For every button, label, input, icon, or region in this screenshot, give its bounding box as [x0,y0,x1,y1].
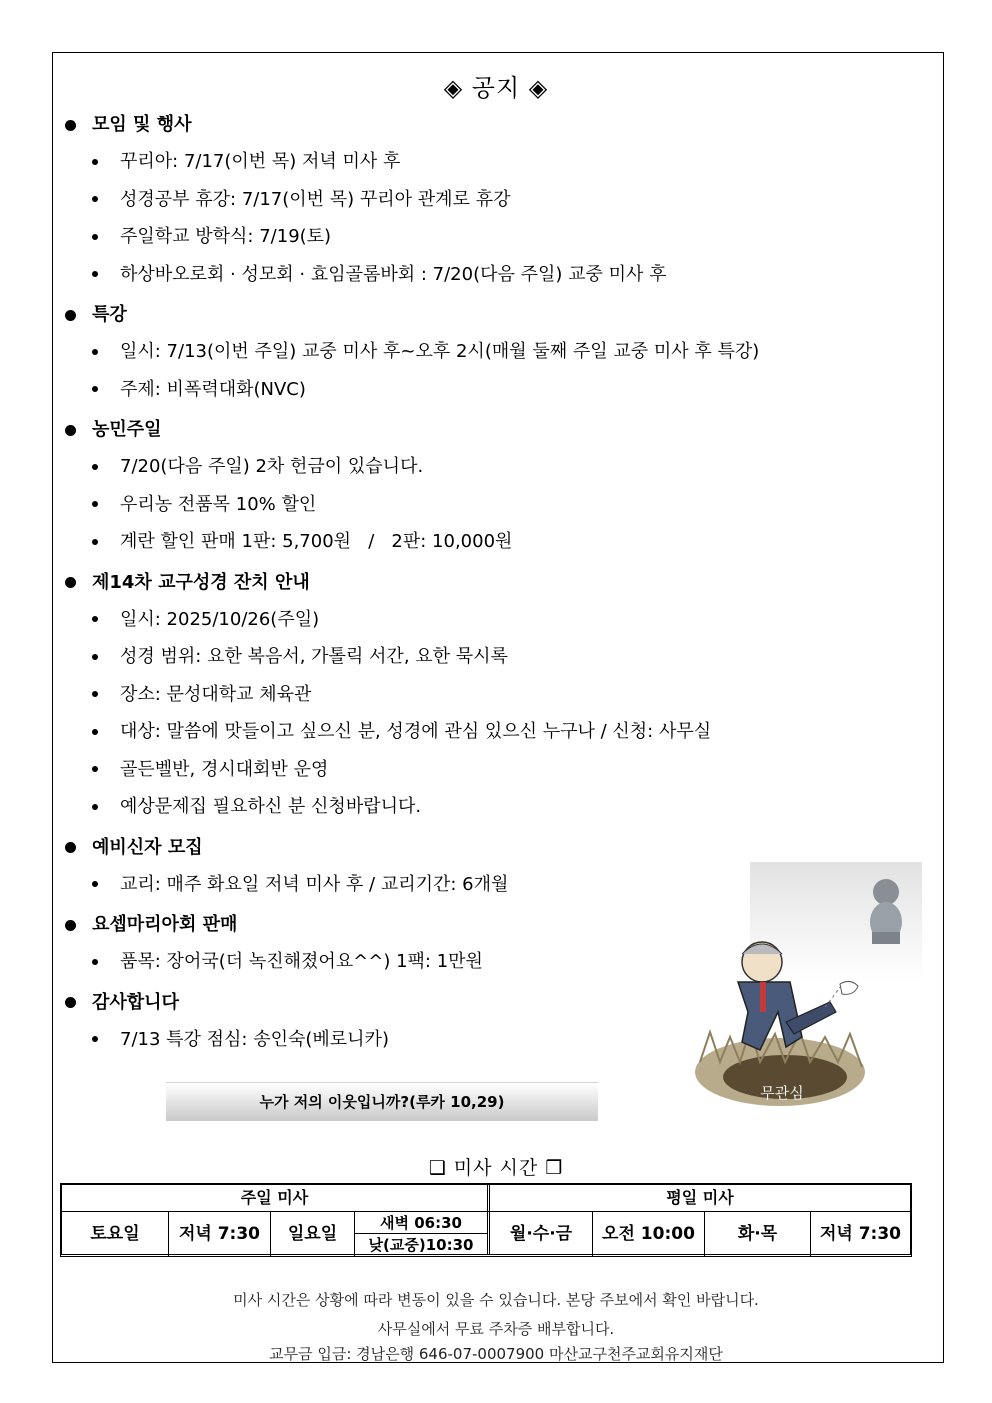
indifference-illustration [690,862,922,1110]
section-heading-text: 모임 및 행사 [92,114,192,135]
mwf-label: 월·수·금 [509,1224,573,1244]
list-item-text: 대상: 말씀에 맛들이고 싶으신 분, 성경에 관심 있으신 누구나 / 신청: 사무실 [120,721,712,742]
list-item [62,713,922,751]
section-bullet-icon [65,842,76,853]
list-item-text: 성경공부 휴강: 7/17(이번 목) 꾸리아 관계로 휴강 [120,188,511,210]
list-item [62,751,922,789]
section-heading [62,565,922,601]
item-bullet-icon [92,196,98,202]
item-bullet-icon [92,271,98,277]
section-bullet-icon [65,920,76,931]
section-heading-text: 예비신자 모집 [92,836,203,858]
item-bullet-icon [92,349,98,355]
list-item [62,256,922,294]
item-bullet-icon [92,464,98,470]
footer-note-bank: 교무금 입금: 경남은행 646-07-0007900 마산교구천주교회유지재단 [269,1345,723,1363]
saturday-time: 저녁 7:30 [168,1212,270,1256]
tue-thu-label: 화·목 [704,1212,810,1256]
mwf-time: 오전 10:00 [592,1212,704,1256]
section-heading [62,830,922,866]
item-bullet-icon [92,539,98,545]
section-heading [62,107,922,143]
mass-times-table [60,1183,912,1257]
item-bullet-icon [92,959,98,965]
list-item-text: 7/13 특강 점심: 송인숙(베로니카) [120,1028,389,1050]
item-bullet-icon [92,616,98,622]
list-item-text: 계란 할인 판매 1판: 5,700원 / 2판: 10,000원 [120,531,513,552]
saturday-label: 토요일 [90,1224,140,1244]
list-item-text: 일시: 7/13(이번 주일) 교중 미사 후~오후 2시(매월 둘째 주일 교중 미사 후 특강) [120,341,760,362]
sunday-day-time: 낮(교중)10:30 [354,1234,487,1256]
list-item [62,181,922,219]
notice-title: ◈ 공지 ◈ [443,74,549,102]
section-heading-text: 제14차 교구성경 잔치 안내 [92,571,310,593]
list-item [62,448,922,486]
list-item [62,523,922,561]
list-item-text: 골든벨반, 경시대회반 운영 [120,758,329,780]
section-heading-text: 농민주일 [92,419,162,440]
section-heading-text: 특강 [92,304,127,325]
footer-note-schedule: 미사 시간은 상황에 따라 변동이 있을 수 있습니다. 본당 주보에서 확인 바랍니다. [233,1291,759,1309]
bible-quote-banner: 누가 저의 이웃입니까?(루카 10,29) [166,1082,598,1121]
list-item-text: 우리농 전품목 10% 할인 [120,493,317,515]
item-bullet-icon [92,804,98,810]
item-bullet-icon [92,386,98,392]
list-item-text: 꾸리아: 7/17(이번 목) 저녁 미사 후 [120,151,401,172]
section-bullet-icon [65,577,76,588]
list-item [62,788,922,826]
list-item [62,638,922,676]
item-bullet-icon [92,501,98,507]
sunday-label: 일요일 [270,1212,354,1256]
sunday-mass-header: 주일 미사 [240,1188,309,1207]
weekday-mass-header: 평일 미사 [666,1188,734,1207]
list-item [62,601,922,639]
list-item [62,218,922,256]
list-item-text: 일시: 2025/10/26(주일) [120,608,320,630]
list-item [62,371,922,409]
list-item-text: 품목: 장어국(더 녹진해졌어요^^) 1팩: 1만원 [120,951,483,972]
section-heading-text: 감사합니다 [92,991,179,1013]
section-heading-text: 요셉마리아회 판매 [92,914,238,935]
item-bullet-icon [92,234,98,240]
item-bullet-icon [92,766,98,772]
list-item-text: 7/20(다음 주일) 2차 헌금이 있습니다. [120,456,424,477]
item-bullet-icon [92,729,98,735]
item-bullet-icon [92,159,98,165]
item-bullet-icon [92,881,98,887]
footer-note-parking: 사무실에서 무료 주차증 배부합니다. [377,1320,615,1338]
section-heading [62,297,922,333]
list-item [62,676,922,714]
list-item [62,333,922,371]
item-bullet-icon [92,1036,98,1042]
sunday-dawn-time: 새벽 06:30 [354,1212,487,1234]
list-item-text: 성경 범위: 요한 복음서, 가톨릭 서간, 요한 묵시록 [120,646,508,667]
list-item [62,486,922,524]
section-bullet-icon [65,997,76,1008]
list-item-text: 예상문제집 필요하신 분 신청바랍니다. [120,796,422,817]
list-item-text: 주일학교 방학식: 7/19(토) [120,226,332,247]
list-item-text: 장소: 문성대학교 체육관 [120,683,312,705]
section-bullet-icon [65,425,76,436]
tue-thu-time: 저녁 7:30 [810,1212,910,1256]
section-bullet-icon [65,120,76,131]
list-item-text: 주제: 비폭력대화(NVC) [120,378,306,400]
list-item-text: 교리: 매주 화요일 저녁 미사 후 / 교리기간: 6개월 [120,873,509,895]
list-item [62,143,922,181]
list-item-text: 하상바오로회 · 성모회 · 효임골롬바회 : 7/20(다음 주일) 교중 미사 후 [120,263,667,285]
mass-times-title: ❑ 미사 시간 ❒ [428,1157,564,1179]
sitting-figure-icon [870,879,902,944]
hole-label: 무관심 [760,1084,804,1102]
section-heading [62,412,922,448]
item-bullet-icon [92,691,98,697]
item-bullet-icon [92,654,98,660]
section-bullet-icon [65,310,76,321]
